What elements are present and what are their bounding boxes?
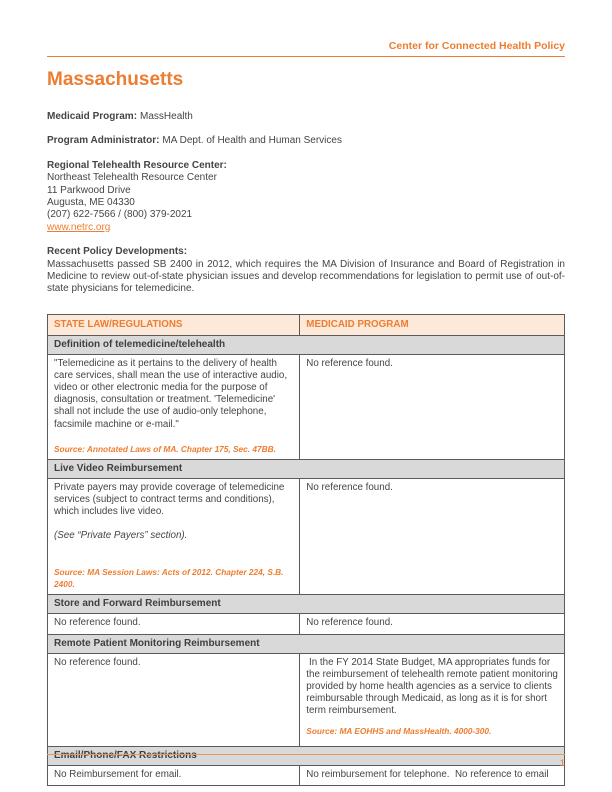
section-title: Definition of telemedicine/telehealth bbox=[48, 335, 565, 354]
rtrc-block bbox=[47, 160, 565, 234]
recent-policy-label: Recent Policy Developments: bbox=[47, 246, 188, 258]
program-admin-line bbox=[47, 135, 565, 147]
org-name: Center for Connected Health Policy bbox=[388, 40, 565, 52]
rtrc-website-link[interactable]: www.netrc.org bbox=[47, 221, 111, 233]
cell-paragraph: No Reimbursement for email. bbox=[54, 768, 182, 780]
recent-policy-block bbox=[47, 246, 565, 296]
cell-paragraph: Private payers may provide coverage of telemedicine services (subject to contract terms and conditions), which includes live video. bbox=[54, 481, 288, 517]
section-title: Live Video Reimbursement bbox=[48, 459, 565, 478]
section-title: Store and Forward Reimbursement bbox=[48, 595, 565, 614]
page-number: 1 bbox=[559, 758, 565, 769]
cell-remote-monitoring-medicaid bbox=[300, 653, 565, 746]
page-footer bbox=[47, 754, 565, 769]
page-title: Massachusetts bbox=[47, 69, 184, 90]
cell-live-video-state-law bbox=[48, 478, 300, 595]
medicaid-program-value: MassHealth bbox=[140, 111, 193, 122]
section-header-remote-monitoring bbox=[48, 634, 565, 653]
section-header-definition bbox=[48, 335, 565, 354]
medicaid-program-label: Medicaid Program: bbox=[47, 111, 138, 122]
cell-paragraph: No reference found. bbox=[306, 358, 393, 370]
cell-definition-state-law bbox=[48, 355, 300, 460]
rtrc-street: 11 Parkwood Drive bbox=[47, 184, 131, 196]
cell-paragraph: No reference found. bbox=[54, 617, 141, 629]
col-header-state-law: STATE LAW/REGULATIONS bbox=[48, 314, 300, 335]
cell-live-video-medicaid bbox=[300, 478, 565, 595]
table-header-row bbox=[48, 314, 565, 335]
table-row-remote-monitoring bbox=[48, 653, 565, 746]
table-row-live-video bbox=[48, 478, 565, 595]
cell-paragraph: In the FY 2014 State Budget, MA appropriates funds for the reimbursement of telehealth remote patient monitoring provided by home health agencies as a service to clients reimbursable through Medicaid, as long as it is for short term reimbursement. bbox=[306, 656, 561, 717]
rtrc-org: Northeast Telehealth Resource Center bbox=[47, 172, 217, 184]
source-citation: Source: MA EOHHS and MassHealth. 4000-300. bbox=[306, 726, 492, 737]
cell-store-forward-state-law bbox=[48, 614, 300, 634]
rtrc-phone: (207) 622-7566 / (800) 379-2021 bbox=[47, 209, 193, 221]
table-row-definition bbox=[48, 355, 565, 460]
section-header-store-forward bbox=[48, 595, 565, 614]
program-admin-label: Program Administrator: bbox=[47, 135, 160, 147]
program-admin-value: MA Dept. of Health and Human Services bbox=[162, 135, 342, 147]
section-title: Remote Patient Monitoring Reimbursement bbox=[48, 634, 565, 653]
page-header bbox=[47, 40, 565, 57]
rtrc-label: Regional Telehealth Resource Center: bbox=[47, 159, 227, 171]
recent-policy-text: Massachusetts passed SB 2400 in 2012, which requires the MA Division of Insurance and Board of Registration in Medicine to review out-of-state physician issues and develop recommendations for legislation to permit use of out-of-state physicians for telemedicine. bbox=[47, 258, 565, 295]
cell-store-forward-medicaid bbox=[300, 614, 565, 634]
cell-paragraph: "Telemedicine as it pertains to the delivery of health care services, shall mean the use of interactive audio, video or other electronic media for the purpose of diagnosis, consultation or treatment. 'Telemedicine' shall not include the use of audio-only telephone, facsimile machine or e-mail." bbox=[54, 358, 290, 430]
col-header-medicaid: MEDICAID PROGRAM bbox=[300, 314, 565, 335]
cell-definition-medicaid bbox=[300, 355, 565, 460]
cell-paragraph: No reference found. bbox=[306, 617, 393, 629]
section-header-live-video bbox=[48, 459, 565, 478]
cell-note-italic: (See “Private Payers” section). bbox=[54, 530, 188, 542]
cell-paragraph: No reference found. bbox=[306, 481, 393, 493]
cell-paragraph: No reference found. bbox=[54, 656, 141, 668]
cell-paragraph: No reimbursement for telephone. No reference to email bbox=[306, 768, 549, 780]
rtrc-city: Augusta, ME 04330 bbox=[47, 197, 135, 209]
source-citation: Source: MA Session Laws: Acts of 2012. Chapter 224, S.B. 2400. bbox=[54, 567, 286, 590]
section-title: Email/Phone/FAX Restrictions bbox=[48, 746, 565, 765]
policy-table bbox=[47, 314, 565, 786]
table-row-store-forward bbox=[48, 614, 565, 634]
medicaid-program-line bbox=[47, 111, 565, 123]
source-citation: Source: Annotated Laws of MA. Chapter 175, Sec. 47BB. bbox=[54, 443, 276, 454]
cell-remote-monitoring-state-law bbox=[48, 653, 300, 746]
